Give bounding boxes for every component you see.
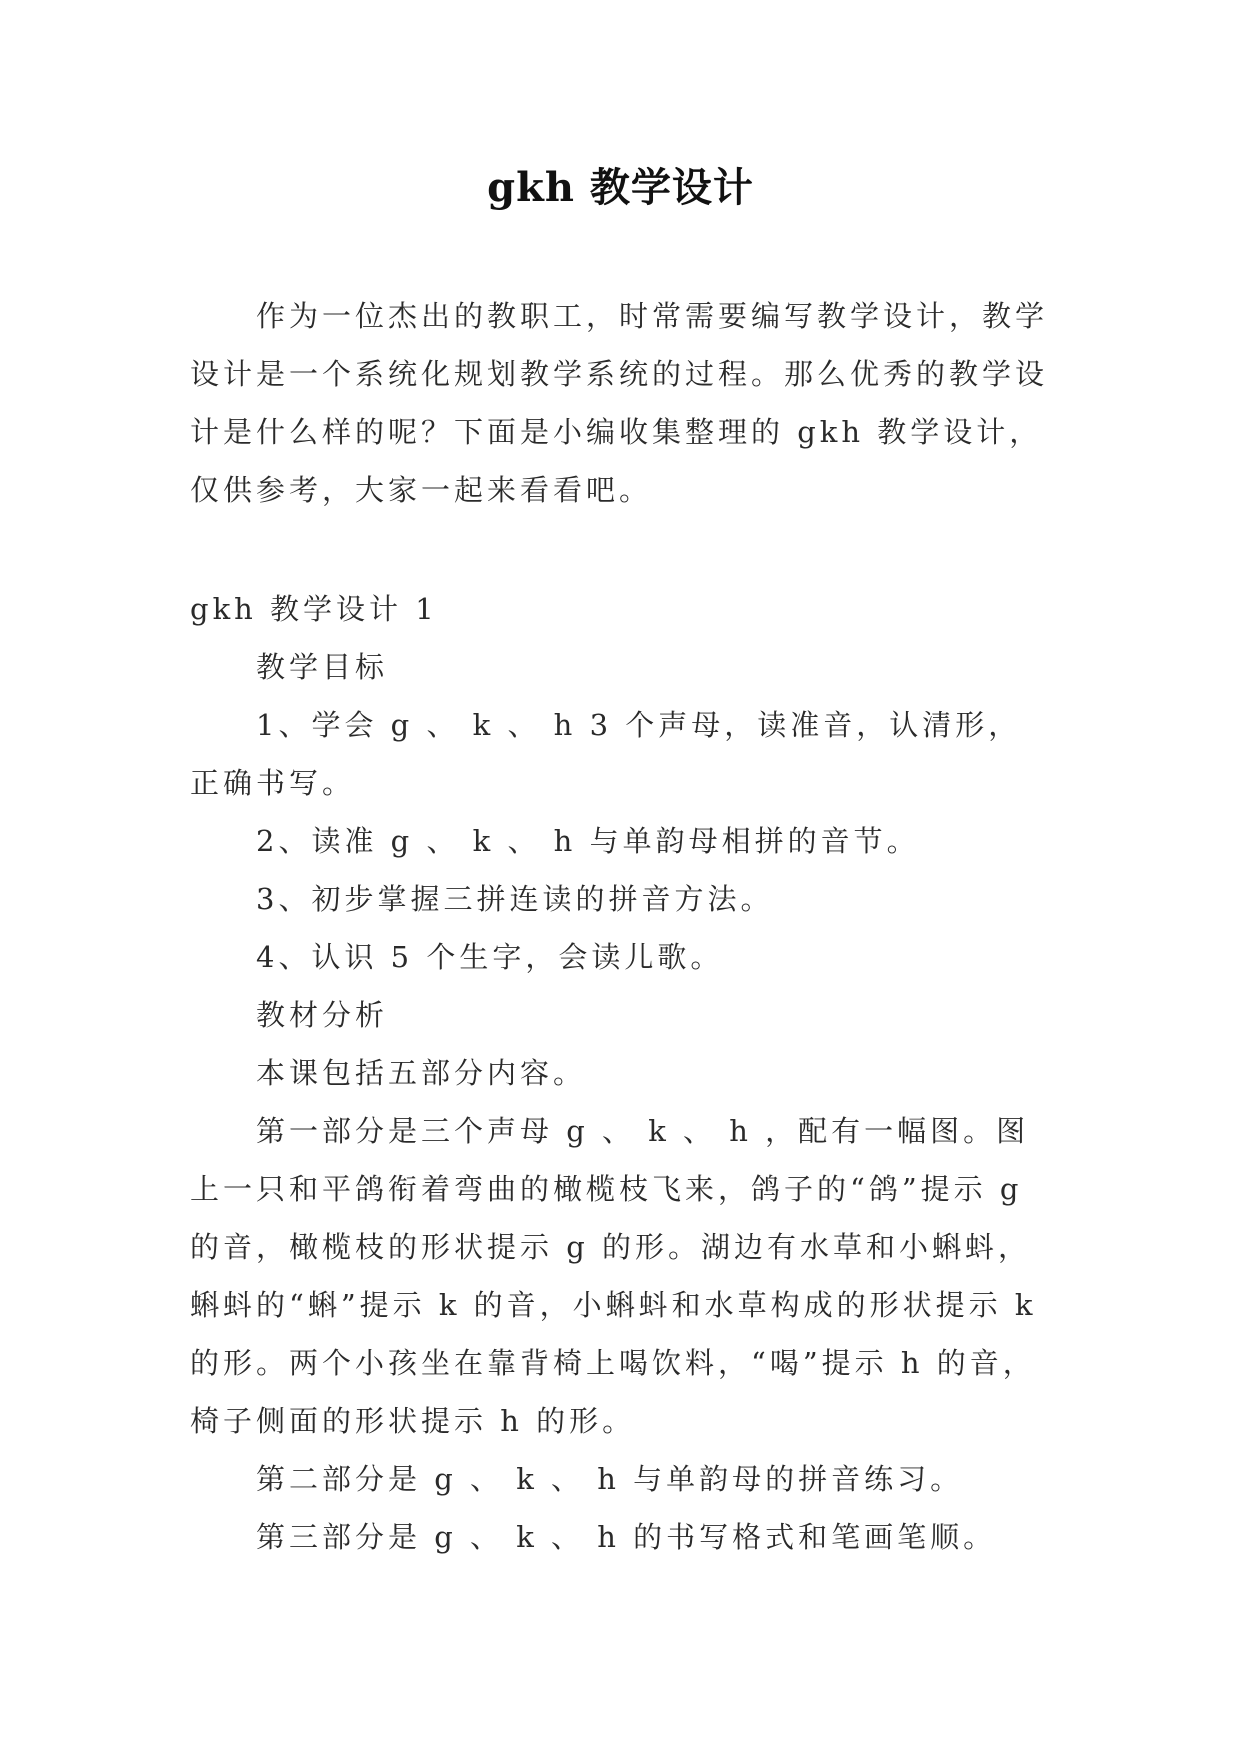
document-title: gkh 教学设计 <box>487 164 754 211</box>
goal-item: 2、读准 g 、 k 、 h 与单韵母相拼的音节。 <box>256 824 920 858</box>
section-block <box>190 580 1052 1566</box>
goal-item: 3、初步掌握三拼连读的拼音方法。 <box>256 882 774 916</box>
heading-material-analysis: 教材分析 <box>256 998 389 1032</box>
section-heading: gkh 教学设计 1 <box>190 592 438 626</box>
body-paragraph: 第三部分是 g 、 k 、 h 的书写格式和笔画笔顺。 <box>256 1520 997 1554</box>
body-paragraph: 第二部分是 g 、 k 、 h 与单韵母的拼音练习。 <box>256 1462 964 1496</box>
goal-item: 1、学会 g 、 k 、 h 3 个声母，读准音，认清形，正确书写。 <box>190 708 1022 800</box>
intro-block <box>190 287 1052 519</box>
intro-paragraph: 作为一位杰出的教职工，时常需要编写教学设计，教学设计是一个系统化规划教学系统的过程。那么优秀的教学设计是什么样的呢？下面是小编收集整理的 gkh 教学设计，仅供参考，大家一起来看看吧。 <box>190 299 1049 507</box>
heading-teaching-goals: 教学目标 <box>256 650 389 684</box>
goal-item: 4、认识 5 个生字，会读儿歌。 <box>256 940 724 974</box>
body-paragraph: 第一部分是三个声母 g 、 k 、 h ，配有一幅图。图上一只和平鸽衔着弯曲的橄榄枝飞来，鸽子的“鸽”提示 g 的音，橄榄枝的形状提示 g 的形。湖边有水草和小蝌蚪，蝌蚪的“蝌”提示 k 的音，小蝌蚪和水草构成的形状提示 k 的形。两个小孩坐在靠背椅上喝饮料，“喝”提示 h 的音，椅子侧面的形状提示 h 的形。 <box>190 1114 1037 1438</box>
body-paragraph: 本课包括五部分内容。 <box>256 1056 587 1090</box>
